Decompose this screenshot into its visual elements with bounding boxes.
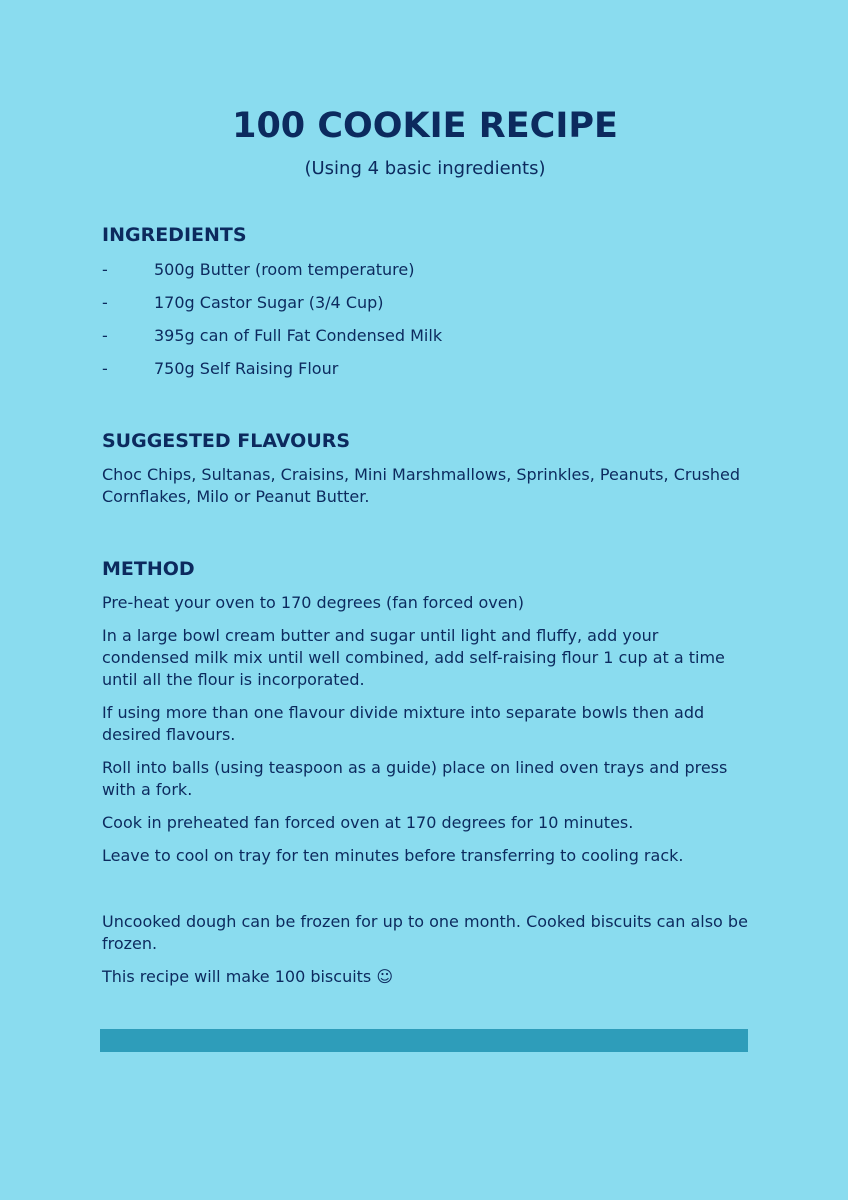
ingredient-item	[102, 325, 748, 347]
method-step: Pre-heat your oven to 170 degrees (fan forced oven)	[102, 593, 524, 612]
ingredient-bullet: -	[102, 326, 108, 345]
footer-bar	[100, 1029, 748, 1052]
method-step: If using more than one flavour divide mixture into separate bowls then add desired flavours.	[102, 703, 705, 744]
ingredient-bullet: -	[102, 359, 108, 378]
ingredient-text: 750g Self Raising Flour	[154, 359, 339, 378]
ingredient-item	[102, 259, 748, 281]
recipe-title: 100 COOKIE RECIPE	[232, 106, 618, 146]
ingredient-text: 500g Butter (room temperature)	[154, 260, 415, 279]
ingredient-item	[102, 358, 748, 380]
method-step: Roll into balls (using teaspoon as a guide) place on lined oven trays and press with a fork.	[102, 758, 728, 799]
method-heading: METHOD	[102, 558, 195, 580]
ingredient-text: 170g Castor Sugar (3/4 Cup)	[154, 293, 384, 312]
flavours-heading: SUGGESTED FLAVOURS	[102, 430, 351, 452]
ingredient-bullet: -	[102, 293, 108, 312]
method-step: Leave to cool on tray for ten minutes before transferring to cooling rack.	[102, 846, 684, 865]
ingredient-bullet: -	[102, 260, 108, 279]
ingredients-list	[102, 259, 748, 380]
method-step: In a large bowl cream butter and sugar until light and fluffy, add your condensed milk mix until well combined, add self-raising flour 1 cup at a time until all the flour is incorporated.	[102, 626, 725, 689]
flavours-text: Choc Chips, Sultanas, Craisins, Mini Marshmallows, Sprinkles, Peanuts, Crushed Cornflakes, Milo or Peanut Butter.	[102, 465, 741, 506]
ingredient-text: 395g can of Full Fat Condensed Milk	[154, 326, 443, 345]
freezing-note: Uncooked dough can be frozen for up to one month. Cooked biscuits can also be frozen.	[102, 912, 748, 953]
ingredients-heading: INGREDIENTS	[102, 224, 247, 246]
ingredient-item	[102, 292, 748, 314]
method-step: Cook in preheated fan forced oven at 170 degrees for 10 minutes.	[102, 813, 634, 832]
yield-note: This recipe will make 100 biscuits ☺	[102, 967, 394, 986]
recipe-subtitle: (Using 4 basic ingredients)	[304, 158, 546, 179]
recipe-content	[102, 104, 748, 988]
